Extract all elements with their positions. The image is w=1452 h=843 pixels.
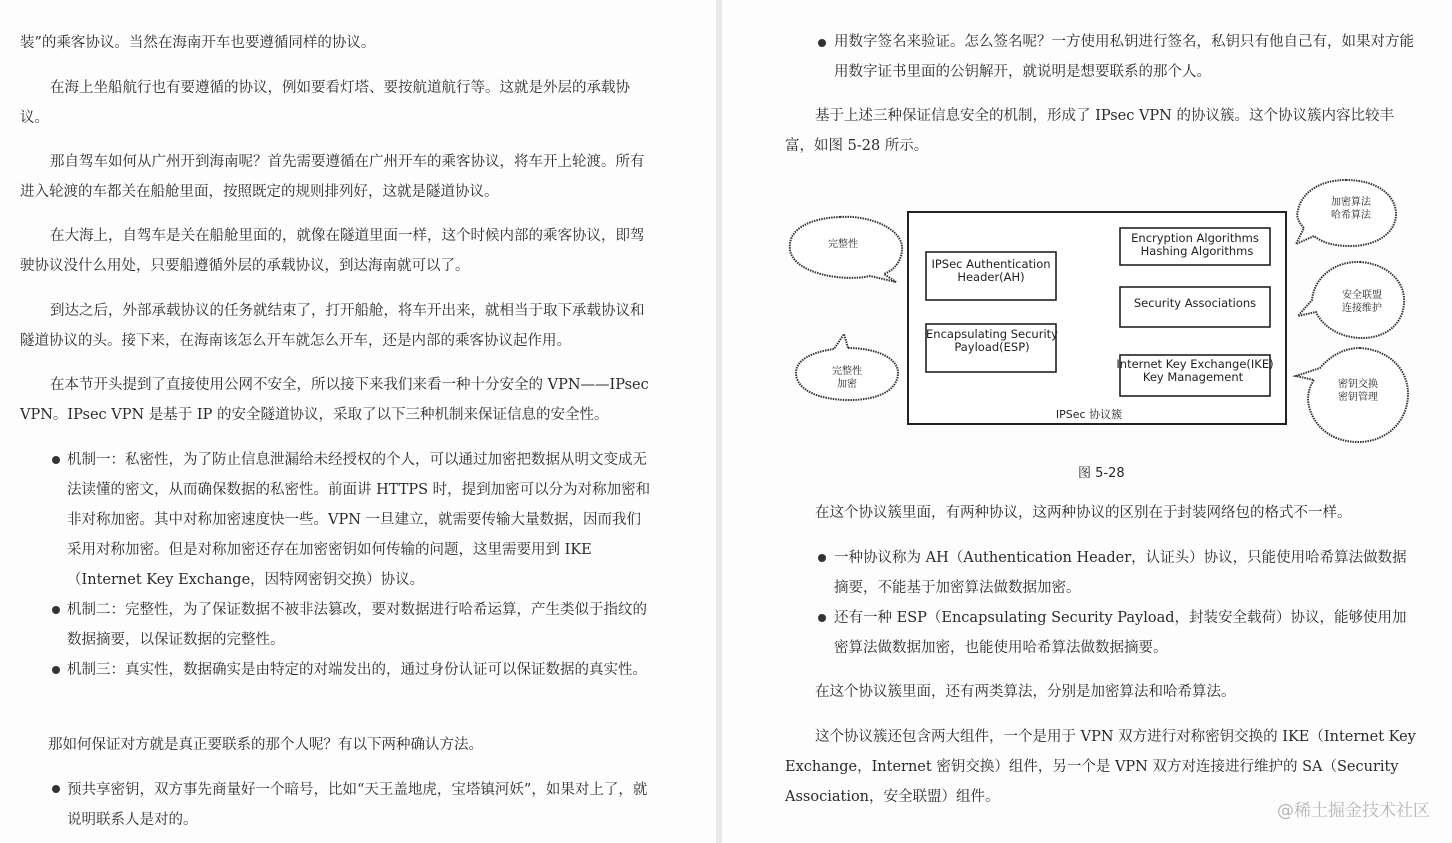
esp-box-line2: Payload(ESP): [954, 340, 1030, 354]
integrity-bubble-text: 完整性: [828, 239, 858, 250]
paragraph: 到达之后，外部承载协议的任务就结束了，打开船舱，将车开出来，就相当于取下承载协议和隧道协议的头。接下来，在海南该怎么开车就怎么开车，还是内部的乘客协议起作用。: [20, 303, 645, 349]
key-exchange-line2: 密钥管理: [1338, 392, 1378, 403]
protocol-item: 还有一种 ESP（Encapsulating Security Payload，封装安全载荷）协议，能够使用加密算法做数据加密，也能使用哈希算法做数据摘要。: [834, 610, 1407, 656]
paragraph: 在海上坐船航行也有要遵循的协议，例如要看灯塔、要按航道航行等。这就是外层的承载协议。: [20, 80, 630, 126]
paragraph: 在这个协议簇里面，有两种协议，这两种协议的区别在于封装网络包的格式不一样。: [815, 505, 1352, 521]
paragraph: 这个协议簇还包含两大组件，一个是用于 VPN 双方进行对称密钥交换的 IKE（Internet Key Exchange，Internet 密钥交换）组件，另一个是 VPN 双方对连接进行维护的 SA（Security Association，安全联盟）组件。: [785, 729, 1416, 805]
bullet-dot: [52, 456, 60, 464]
integrity-encryption-line2: 加密: [837, 379, 857, 390]
protocol-item: 一种协议称为 AH（Authentication Header，认证头）协议，只能使用哈希算法做数据摘要，不能基于加密算法做数据加密。: [834, 550, 1407, 596]
paragraph: 在本节开头提到了直接使用公网不安全，所以接下来我们来看一种十分安全的 VPN——IPsec VPN。IPsec VPN 是基于 IP 的安全隧道协议，采取了以下三种机制来保证信息的安全性。: [20, 377, 649, 423]
paragraph: 那自驾车如何从广州开到海南呢？首先需要遵循在广州开车的乘客协议，将车开上轮渡。所有进入轮渡的车都关在船舱里面，按照既定的规则排列好，这就是隧道协议。: [20, 154, 645, 200]
mechanism-item: 机制三：真实性，数据确实是由特定的对端发出的，通过身份认证可以保证数据的真实性。: [67, 662, 647, 678]
mechanism-item: 机制二：完整性，为了保证数据不被非法篡改，要对数据进行哈希运算，产生类似于指纹的数据摘要，以保证数据的完整性。: [67, 602, 647, 648]
bullet-dot: [52, 606, 60, 614]
bullet-dot: [52, 666, 60, 674]
bullet-dot: [818, 554, 826, 562]
paragraph: 那如何保证对方就是真正要联系的那个人呢？有以下两种确认方法。: [48, 737, 483, 753]
algorithms-box-line2: Hashing Algorithms: [1140, 244, 1254, 258]
ah-box-line2: Header(AH): [957, 270, 1025, 284]
ah-box-line1: IPSec Authentication: [931, 257, 1051, 271]
paragraph: 在这个协议簇里面，还有两类算法，分别是加密算法和哈希算法。: [815, 684, 1236, 700]
paragraph: 装”的乘客协议。当然在海南开车也要遵循同样的协议。: [20, 35, 376, 51]
algorithms-box-line1: Encryption Algorithms: [1131, 231, 1259, 245]
watermark: @稀土掘金技术社区: [1277, 801, 1430, 821]
right-page: [722, 0, 1452, 843]
ike-box-line2: Key Management: [1142, 370, 1244, 384]
paragraph: 基于上述三种保证信息安全的机制，形成了 IPsec VPN 的协议簇。这个协议簇内容比较丰富，如图 5-28 所示。: [785, 108, 1394, 154]
figure-caption: 图 5-28: [1078, 466, 1125, 481]
bullet-dot: [818, 614, 826, 622]
paragraph: 在大海上，自驾车是关在船舱里面的，就像在隧道里面一样，这个时候内部的乘客协议，即驾驶协议没什么用处，只要船遵循外层的承载协议，到达海南就可以了。: [20, 228, 645, 274]
sa-box-label: Security Associations: [1133, 296, 1257, 310]
sa-bubble-line1: 安全联盟: [1342, 290, 1382, 301]
key-exchange-line1: 密钥交换: [1338, 379, 1378, 390]
esp-box-line1: Encapsulating Security: [926, 327, 1058, 341]
method-item: 预共享密钥，双方事先商量好一个暗号，比如“天王盖地虎，宝塔镇河妖”，如果对上了，就说明联系人是对的。: [67, 782, 648, 828]
ike-box-line1: Internet Key Exchange(IKE): [1116, 357, 1274, 371]
ipsec-suite-label: IPSec 协议簇: [1055, 408, 1123, 421]
algorithms-bubble-line1: 加密算法: [1331, 197, 1371, 208]
mechanism-item: 机制一：私密性，为了防止信息泄漏给未经授权的个人，可以通过加密把数据从明文变成无法读懂的密文，从而确保数据的私密性。前面讲 HTTPS 时，提到加密可以分为对称加密和非对称加密。其中对称加密速度快一些。VPN 一旦建立，就需要传输大量数据，因而我们采用对称加密。但是对称加密还存在加密密钥如何传输的问题，这里需要用到 IKE（Internet Key Exchange，因特网密钥交换）协议。: [67, 452, 651, 588]
sa-bubble-line2: 连接维护: [1342, 303, 1382, 314]
left-page: [0, 0, 716, 843]
bullet-dot: [818, 39, 826, 47]
integrity-encryption-line1: 完整性: [832, 366, 862, 377]
ipsec-protocol-diagram: [784, 170, 1424, 452]
bullet-dot: [52, 785, 60, 793]
algorithms-bubble-line2: 哈希算法: [1331, 210, 1371, 221]
method-item: 用数字签名来验证。怎么签名呢？一方使用私钥进行签名，私钥只有他自己有，如果对方能用数字证书里面的公钥解开，就说明是想要联系的那个人。: [834, 34, 1414, 80]
